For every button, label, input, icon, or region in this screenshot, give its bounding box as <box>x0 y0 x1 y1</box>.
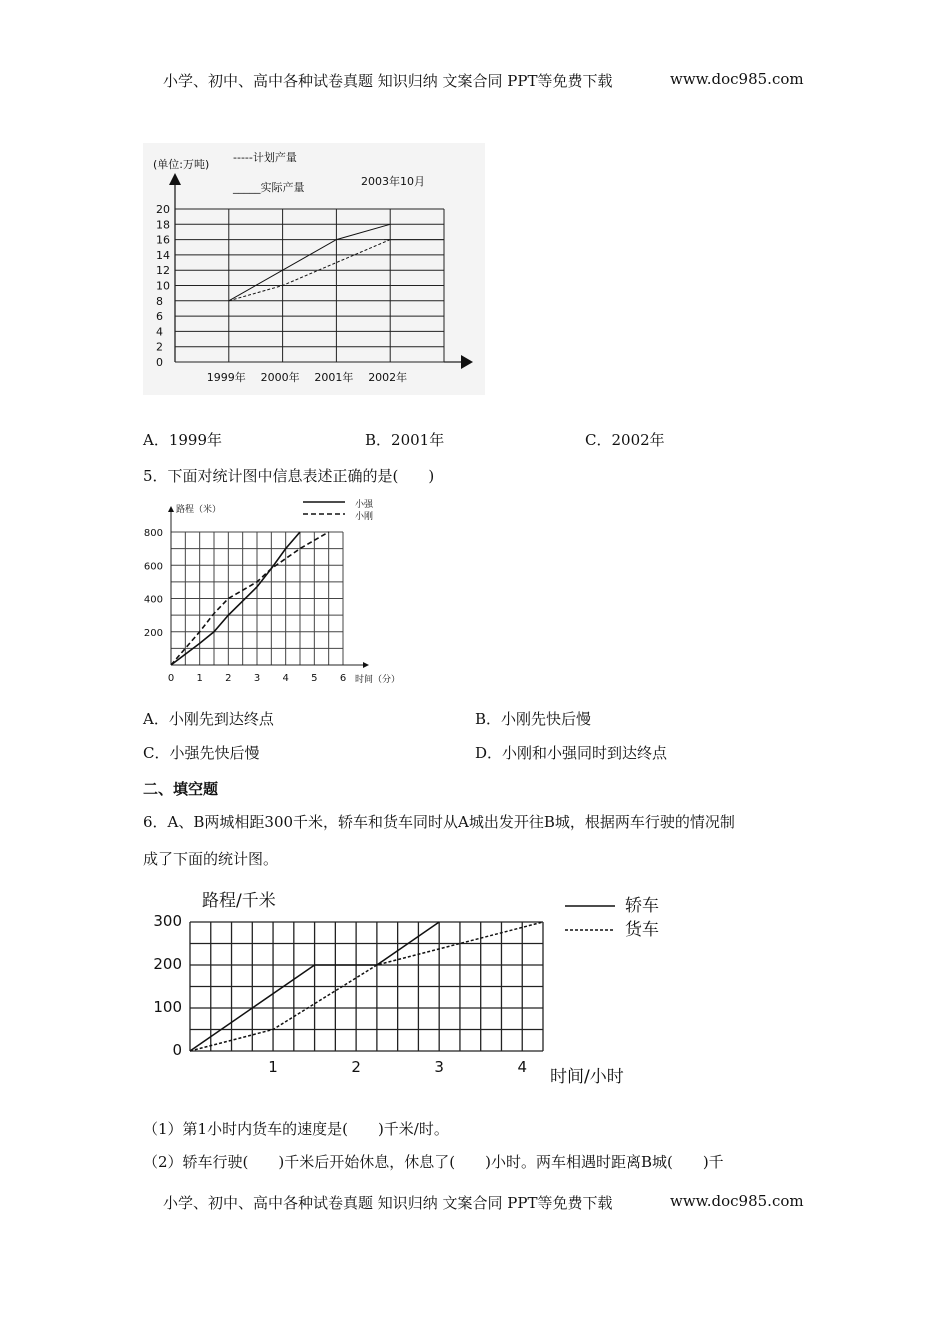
header-text: 小学、初中、高中各种试卷真题 知识归纳 文案合同 PPT等免费下载 <box>163 72 613 90</box>
q6-sub2: （2）轿车行驶( )千米后开始休息，休息了( )小时。两车相遇时距离B城( )千 <box>143 1153 724 1171</box>
y-tick-label: 300 <box>153 912 182 930</box>
y-tick-label: 0 <box>172 1041 182 1059</box>
chart-background <box>143 143 485 395</box>
y-tick-label: 600 <box>143 561 163 573</box>
y-tick-label: 10 <box>156 279 170 293</box>
footer-text: 小学、初中、高中各种试卷真题 知识归纳 文案合同 PPT等免费下载 <box>163 1194 613 1212</box>
q5-option-c: C．小强先快后慢 <box>143 744 260 762</box>
y-tick-label: 800 <box>143 528 163 539</box>
y-tick-label: 200 <box>143 627 163 639</box>
x-tick-label: 1 <box>268 1058 278 1076</box>
y-tick-label: 400 <box>143 594 163 606</box>
section-title: 二、填空题 <box>143 780 219 798</box>
legend-label: 轿车 <box>625 896 659 916</box>
q6-stem-line1: 6．A、B两城相距300千米，轿车和货车同时从A城出发开往B城，根据两车行驶的情况制 <box>143 813 735 831</box>
y-tick-label: 4 <box>156 325 163 339</box>
y-tick-label: 14 <box>156 248 170 262</box>
q5-stem: 5．下面对统计图中信息表述正确的是( ) <box>143 467 435 485</box>
q4-option-b: B．2001年 <box>365 431 445 449</box>
y-tick-label: 18 <box>156 218 170 232</box>
x-tick-label: 3 <box>434 1058 444 1076</box>
x-tick-label: 2001年 <box>314 371 354 384</box>
y-tick-label: 8 <box>156 294 163 308</box>
q4-option-c: C．2002年 <box>585 431 665 449</box>
x-tick-label: 3 <box>253 673 261 684</box>
y-tick-label: 20 <box>156 203 170 216</box>
y-axis-arrow-icon <box>168 506 174 512</box>
x-tick-label: 2 <box>351 1058 361 1076</box>
legend-label: 小强 <box>355 500 374 510</box>
x-tick-label: 4 <box>282 673 289 684</box>
q6-sub1: （1）第1小时内货车的速度是( )千米/时。 <box>143 1120 449 1138</box>
x-tick-label: 6 <box>339 673 347 684</box>
y-tick-label: 200 <box>153 955 182 973</box>
x-tick-label: 5 <box>311 673 318 684</box>
header-url[interactable]: www.doc985.com <box>670 70 804 88</box>
x-tick-label: 2000年 <box>260 371 300 384</box>
x-tick-label: 0 <box>167 673 175 684</box>
q5-option-a: A．小刚先到达终点 <box>143 710 274 728</box>
footer-url[interactable]: www.doc985.com <box>670 1192 804 1210</box>
y-tick-label: 16 <box>156 233 170 247</box>
legend-planned: -----计划产量 <box>233 151 297 164</box>
q5-option-b: B．小刚先快后慢 <box>475 710 592 728</box>
x-axis-arrow-icon <box>363 662 369 668</box>
y-tick-label: 2 <box>156 340 163 354</box>
q6-stem-line2: 成了下面的统计图。 <box>143 850 279 868</box>
x-tick-label: 2 <box>225 673 232 684</box>
chart-cars <box>150 880 680 1090</box>
y-tick-label: 6 <box>156 310 163 324</box>
unit-label: (单位:万吨) <box>153 158 210 171</box>
legend-actual: _____实际产量 <box>233 181 305 194</box>
note-date: 2003年10月 <box>361 175 425 188</box>
x-tick-label: 4 <box>517 1058 528 1076</box>
y-tick-label: 0 <box>156 356 163 369</box>
x-axis-label: 时间/小时 <box>550 1067 624 1087</box>
q4-option-a: A．1999年 <box>143 431 223 449</box>
x-tick-label: 1999年 <box>206 371 246 384</box>
y-tick-label: 12 <box>156 264 170 278</box>
legend-label: 小刚 <box>355 512 374 522</box>
x-tick-label: 2002年 <box>368 371 408 384</box>
y-axis-label: 路程/千米 <box>202 891 276 911</box>
y-tick-label: 100 <box>153 998 182 1016</box>
q5-option-d: D．小刚和小强同时到达终点 <box>475 744 668 762</box>
legend-label: 货车 <box>625 920 659 940</box>
chart-race <box>143 492 413 692</box>
y-axis-label: 路程（米） <box>176 505 222 515</box>
chart-production <box>143 143 485 395</box>
x-axis-label: 时间（分） <box>355 675 401 685</box>
x-tick-label: 1 <box>196 673 203 684</box>
